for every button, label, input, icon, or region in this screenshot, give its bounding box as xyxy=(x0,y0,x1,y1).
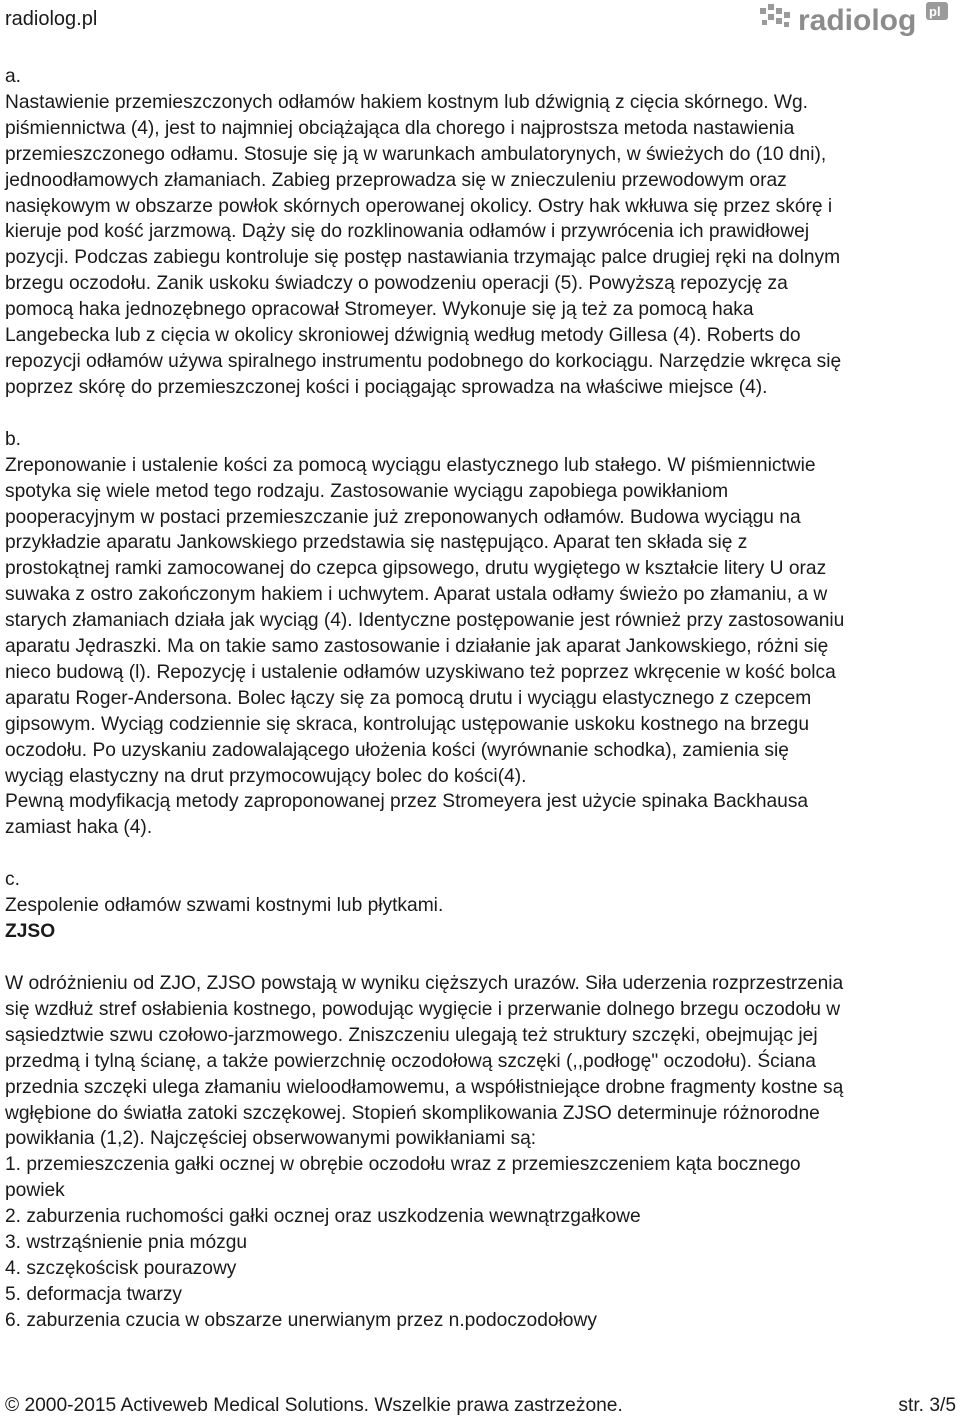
site-name: radiolog.pl xyxy=(5,8,98,30)
section-a-line: nasiękowym w obszarze powłok skórnych operowanej okolicy. Ostry hak wkłuwa się przez skórę i xyxy=(5,195,833,217)
section-b-line: aparatu Roger-Andersona. Bolec łączy się za pomocą drutu i wyciągu elastycznego z czepcem xyxy=(5,687,812,709)
article-content xyxy=(5,64,955,1334)
section-a-line: pozycji. Podczas zabiegu kontroluje się postęp nastawiania trzymając palce drugiej ręki na dolnym xyxy=(5,247,841,269)
section-b-line: oczodołu. Po uzyskaniu zadowalającego ułożenia kości (wyrównanie schodka), zamienia się xyxy=(5,739,789,761)
radiolog-logo xyxy=(758,0,954,40)
zjso-line: przedmą i tylną ścianę, a także powierzchnię oczodołową szczęki (,,podłogę" oczodołu). Ściana xyxy=(5,1050,816,1072)
section-b-line: pooperacyjnym w postaci przemieszczanie już zreponowanych odłamów. Budowa wyciągu na xyxy=(5,506,801,528)
section-b-line: gipsowym. Wyciąg codziennie się skraca, kontrolując ustępowanie uskoku kostnego na brzegu xyxy=(5,713,810,735)
section-a-line: przemieszczonego odłamu. Stosuje się ją w warunkach ambulatorynych, w świeżych do (10 dni), xyxy=(5,143,827,165)
section-a-line: pomocą haka jednozębnego opracował Stromeyer. Wykonuje się ją też za pomocą haka xyxy=(5,299,754,321)
svg-text:radiolog: radiolog xyxy=(798,4,917,37)
complication-list-item: 1. przemieszczenia gałki ocznej w obrębie oczodołu wraz z przemieszczeniem kąta bocznego xyxy=(5,1154,801,1176)
section-b-line: starych złamaniach działa jak wyciąg (4). Identyczne postępowanie jest również przy zastosowaniu xyxy=(5,610,845,632)
complication-list-item: 6. zaburzenia czucia w obszarze unerwianym przez n.podoczodołowy xyxy=(5,1309,597,1331)
zjso-line: W odróżnieniu od ZJO, ZJSO powstają w wyniku cięższych urazów. Siła uderzenia rozprzestrzenia xyxy=(5,973,844,994)
section-a-line: brzegu oczodołu. Zanik uskoku świadczy o powodzeniu operacji (5). Powyższą repozycję za xyxy=(5,273,788,295)
complication-list-item: powiek xyxy=(5,1180,65,1202)
page-number: str. 3/5 xyxy=(898,1395,956,1416)
section-b-line: suwaka z ostro zakończonym hakiem i uchwytem. Aparat ustala odłamy świeżo po złamaniu, a w xyxy=(5,584,828,606)
section-a-line: poprzez skórę do przemieszczonej kości i pociągając sprowadza na właściwe miejsce (4). xyxy=(5,376,768,398)
zjso-line: powikłania (1,2). Najczęściej obserwowanymi powikłaniami są: xyxy=(5,1128,537,1150)
section-a-line: kieruje pod kość jarzmową. Dąży się do rozklinowania odłamów i przywrócenia ich prawidłowej xyxy=(5,221,810,243)
complication-list-item: 5. deformacja twarzy xyxy=(5,1283,183,1305)
section-b-line: aparatu Jędraszki. Ma on takie samo zastosowanie i działanie jak aparat Jankowskiego, różni się xyxy=(5,636,829,658)
section-c-label: c. xyxy=(5,869,20,891)
zjso-line: przednia szczęki ulega złamaniu wieloodłamowemu, a współistniejące drobne fragmenty kostne są xyxy=(5,1076,844,1098)
zjso-line: wgłębione do światła zatoki szczękowej. Stopień skomplikowania ZJSO determinuje różnorodne xyxy=(5,1102,820,1124)
section-a-line: repozycji odłamów używa spiralnego instrumentu podobnego do korkociągu. Narzędzie wkręca się xyxy=(5,350,842,372)
complication-list-item: 3. wstrząśnienie pnia mózgu xyxy=(5,1232,248,1254)
section-a-line: Nastawienie przemieszczonych odłamów hakiem kostnym lub dźwignią z cięcia skórnego. Wg. xyxy=(5,91,809,113)
section-a-line: Langebecka lub z cięcia w okolicy skroniowej dźwignią według metody Gillesa (4). Roberts do xyxy=(5,325,801,347)
section-b-line: Zreponowanie i ustalenie kości za pomocą wyciągu elastycznego lub stałego. W piśmiennictwie xyxy=(5,454,816,476)
section-b-line: Pewną modyfikacją metody zaproponowanej przez Stromeyera jest użycie spinaka Backhausa xyxy=(5,791,809,813)
section-a-label: a. xyxy=(5,66,22,87)
complication-list-item: 2. zaburzenia ruchomości gałki ocznej oraz uszkodzenia wewnątrzgałkowe xyxy=(5,1206,641,1228)
section-b-label: b. xyxy=(5,428,22,450)
zjso-line: się wzdłuż stref osłabienia kostnego, powodując wygięcie i przerwanie dolnego brzegu oczodołu w xyxy=(5,998,841,1020)
section-b-line: prostokątnej ramki zamocowanej do czepca gipsowego, drutu wygiętego w kształcie litery U oraz xyxy=(5,558,827,580)
section-b-line: wyciąg elastyczny na drut przymocowujący bolec do kości(4). xyxy=(5,765,527,787)
zjso-heading: ZJSO xyxy=(5,921,56,943)
section-b-line: przykładzie aparatu Jankowskiego przedstawia się następująco. Aparat ten składa się z xyxy=(5,532,748,554)
section-a-line: piśmiennictwa (4), jest to najmniej obciążająca dla chorego i najprostsza metoda nastawienia xyxy=(5,117,795,139)
section-b-line: spotyka się wiele metod tego rodzaju. Zastosowanie wyciągu zapobiega powikłaniom xyxy=(5,480,729,502)
section-c-line: Zespolenie odłamów szwami kostnymi lub płytkami. xyxy=(5,895,444,917)
copyright-text: © 2000-2015 Activeweb Medical Solutions. Wszelkie prawa zastrzeżone. xyxy=(5,1395,623,1416)
section-b-line: zamiast haka (4). xyxy=(5,817,153,839)
complication-list-item: 4. szczękościsk pourazowy xyxy=(5,1257,237,1279)
section-a-line: jednoodłamowych złamaniach. Zabieg przeprowadza się w znieczuleniu przewodowym oraz xyxy=(5,169,787,191)
zjso-line: sąsiedztwie szwu czołowo-jarzmowego. Zniszczeniu ulegają też struktury szczęki, obejmując jej xyxy=(5,1024,818,1046)
svg-text:pl: pl xyxy=(929,4,941,19)
section-b-line: nieco budową (l). Repozycję i ustalenie odłamów uzyskiwano też poprzez wkręcenie w kość bolca xyxy=(5,661,836,683)
